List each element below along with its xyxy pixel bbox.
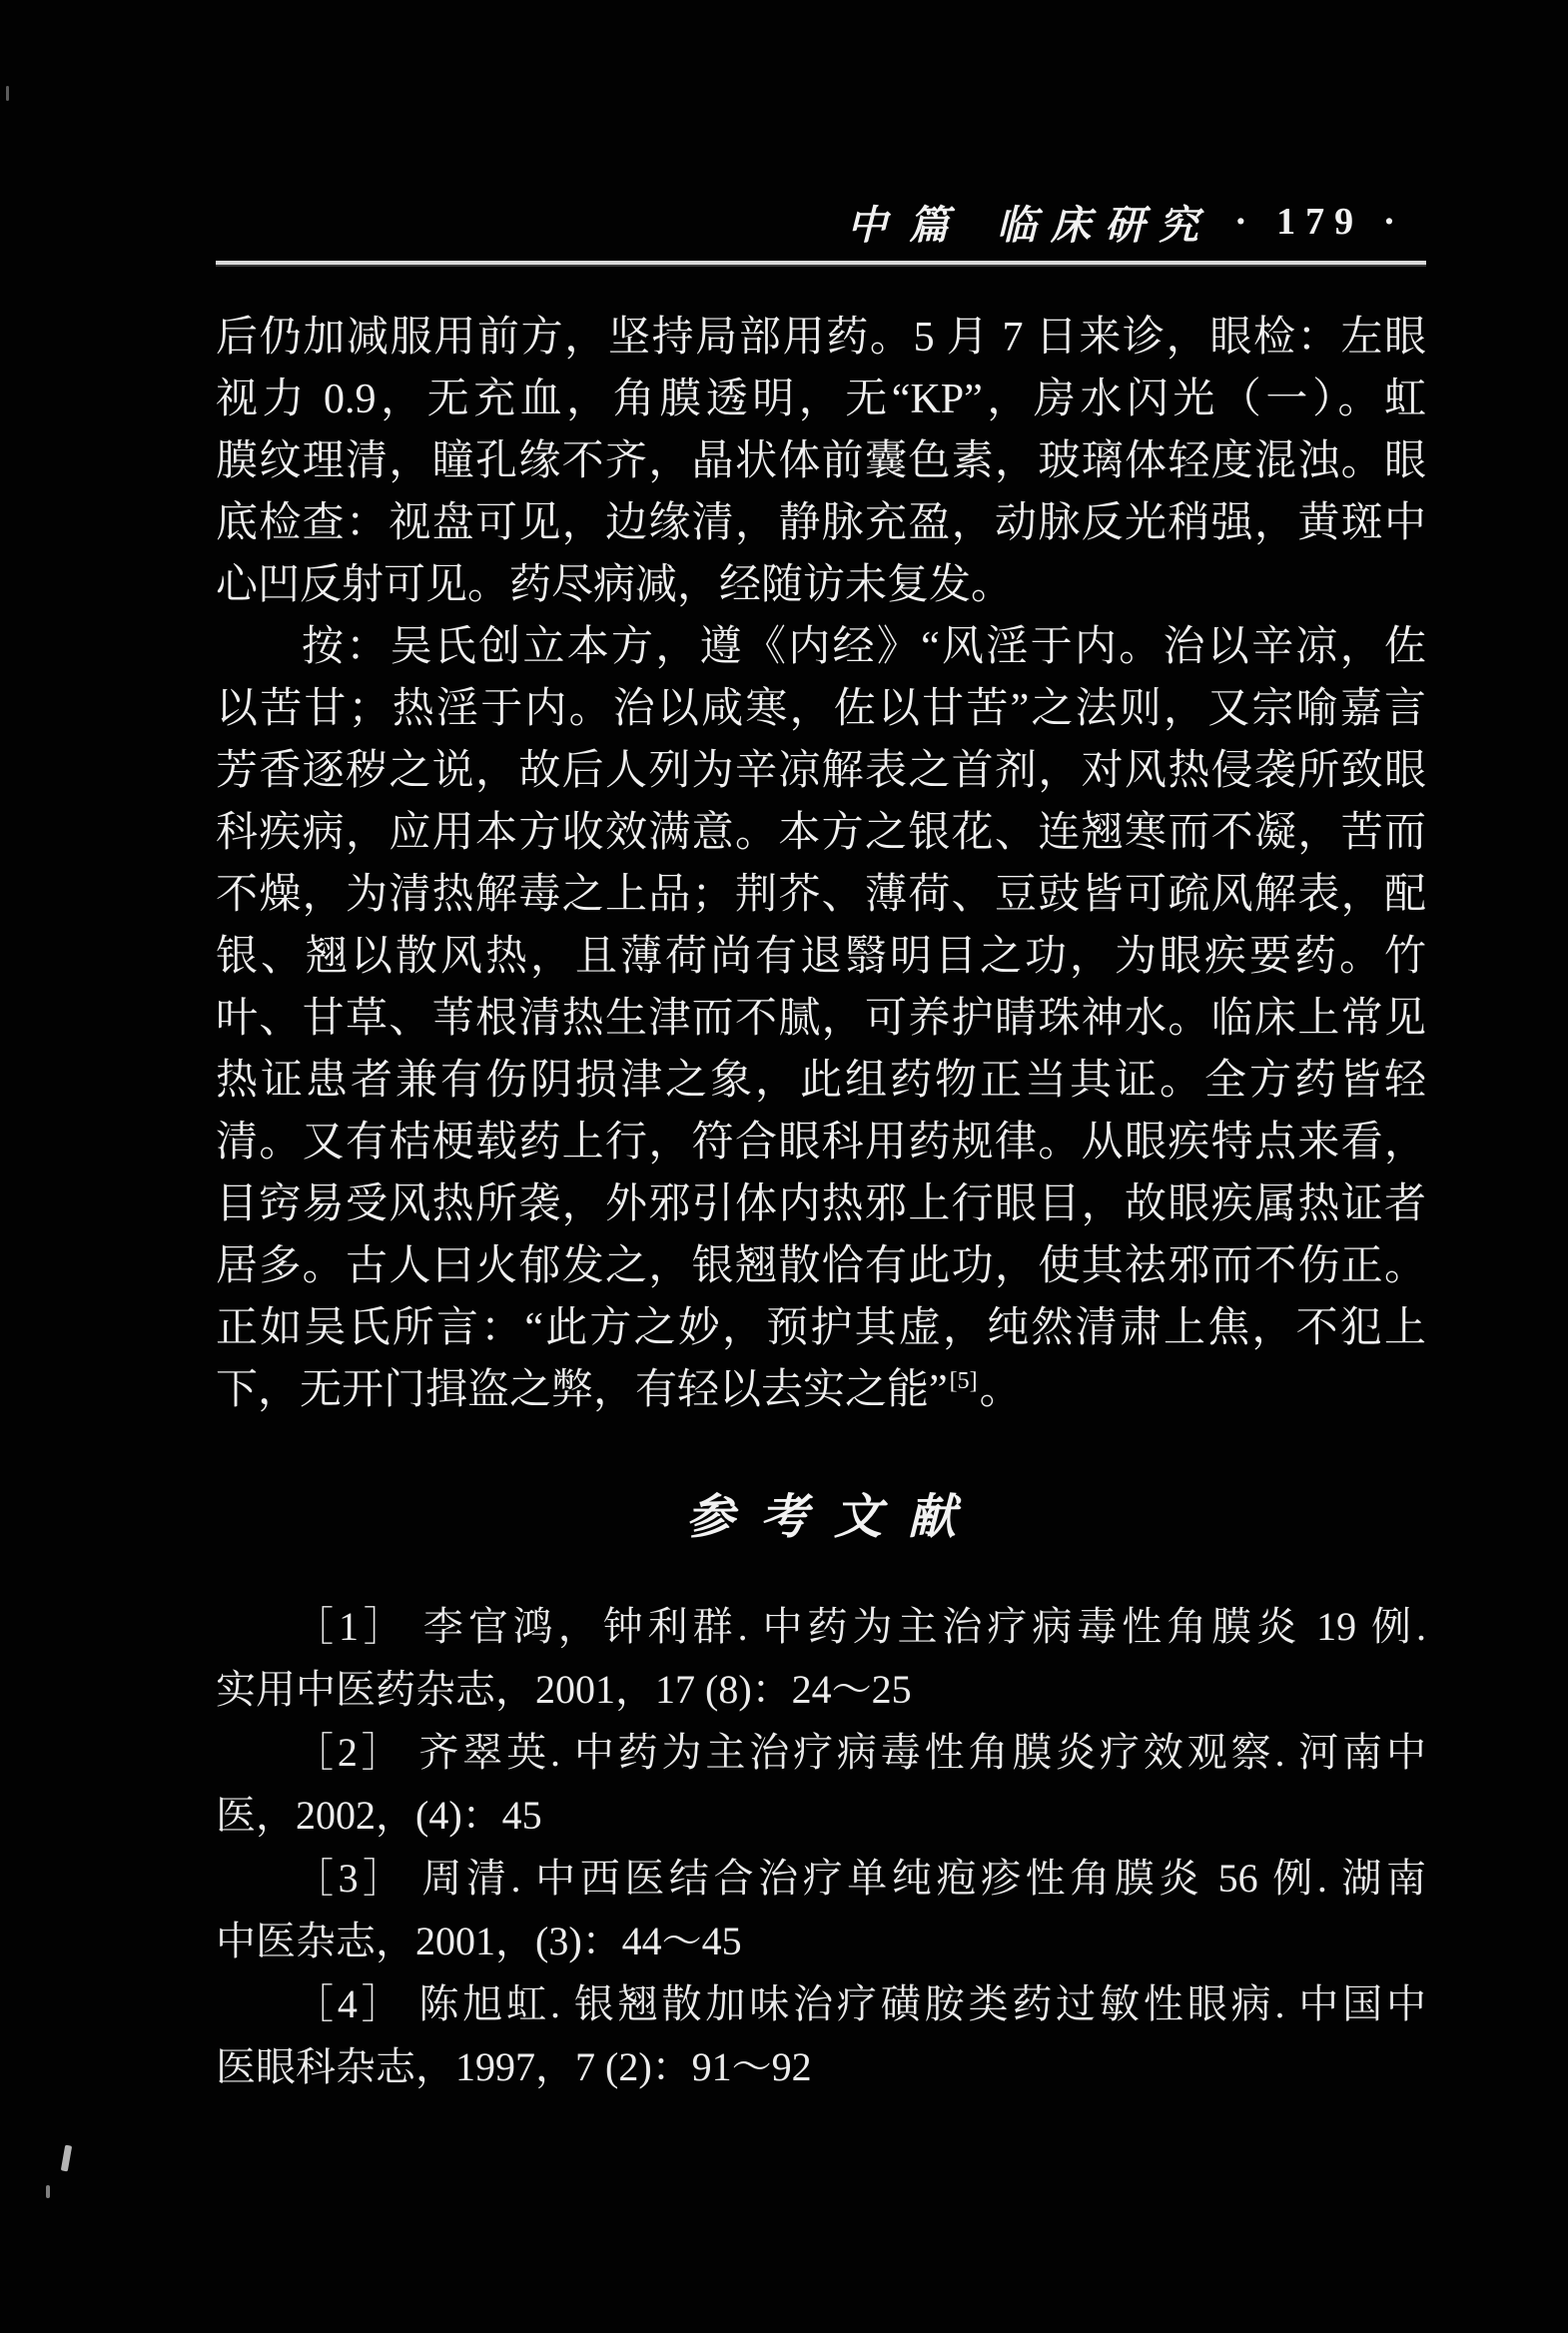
reference-item-4-line-1: ［4］ 陈旭虹. 银翘散加味治疗磺胺类药过敏性眼病. 中国中 (294, 1981, 1426, 2026)
references-list (216, 1595, 1426, 2098)
header-section-title: 中篇 (847, 202, 971, 248)
reference-item-2-line-2: 医，2002，(4)：45 (216, 1793, 542, 1838)
body-line: 底检查：视盘可见，边缘清，静脉充盈，动脉反光稍强，黄斑中 (216, 500, 1426, 546)
page-content (216, 307, 1426, 2098)
body-line: 后仍加减服用前方，坚持局部用药。5 月 7 日来诊，眼检：左眼 (216, 315, 1426, 361)
body-line: 不燥，为清热解毒之上品；荆芥、薄荷、豆豉皆可疏风解表，配 (216, 872, 1426, 918)
citation-marker-5: [5] (949, 1368, 978, 1394)
running-header (847, 198, 1405, 246)
body-line-with-citation (216, 1359, 1426, 1421)
body-line: 心凹反射可见。药尽病减，经随访未复发。 (216, 562, 1014, 608)
reference-item-4-line-2: 医眼科杂志，1997，7 (2)：91～92 (216, 2044, 812, 2089)
scan-artifact (6, 86, 9, 101)
header-chapter-title: 临床研究 (997, 202, 1212, 248)
body-line: 清。又有桔梗载药上行，符合眼科用药规律。从眼疾特点来看， (216, 1120, 1426, 1166)
body-line: 膜纹理清，瞳孔缘不齐，晶状体前囊色素，玻璃体轻度混浊。眼 (216, 438, 1426, 484)
reference-item-2-line-1: ［2］ 齐翠英. 中药为主治疗病毒性角膜炎疗效观察. 河南中 (294, 1730, 1426, 1775)
body-line: 叶、甘草、苇根清热生津而不腻，可养护睛珠神水。临床上常见 (216, 996, 1426, 1042)
body-line: 目窍易受风热所袭，外邪引体内热邪上行眼目，故眼疾属热证者 (216, 1181, 1426, 1227)
body-line: 居多。古人曰火郁发之，银翘散恰有此功，使其祛邪而不伤正。 (216, 1243, 1426, 1289)
reference-item-1-line-1: ［1］ 李官鸿，钟利群. 中药为主治疗病毒性角膜炎 19 例. (294, 1604, 1426, 1649)
body-line: 以苦甘；热淫于内。治以咸寒，佐以甘苦”之法则，又宗喻嘉言 (216, 686, 1426, 732)
scan-artifact (61, 2145, 72, 2172)
reference-item-3-line-2: 中医杂志，2001，(3)：44～45 (216, 1919, 742, 1963)
scan-artifact (46, 2185, 50, 2198)
body-line: 银、翘以散风热，且薄荷尚有退翳明目之功，为眼疾要药。竹 (216, 934, 1426, 980)
body-line-text: 。 (979, 1367, 1022, 1413)
body-line: 视力 0.9，无充血，角膜透明，无“KP”，房水闪光（一）。虹 (216, 377, 1426, 422)
body-line-text: 下，无开门揖盗之弊，有轻以去实之能” (216, 1367, 948, 1413)
references-heading: 参考文献 (685, 1491, 982, 1544)
reference-item-3-line-1: ［3］ 周清. 中西医结合治疗单纯疱疹性角膜炎 56 例. 湖南 (294, 1856, 1426, 1901)
header-rule (216, 261, 1426, 265)
body-text (216, 307, 1426, 1421)
body-line: 正如吴氏所言：“此方之妙，预护其虚，纯然清肃上焦，不犯上 (216, 1305, 1426, 1351)
header-page-number: · 179 · (1234, 201, 1406, 243)
body-line-paragraph-start: 按：吴氏创立本方，遵《内经》“风淫于内。治以辛凉，佐 (302, 624, 1426, 670)
body-line: 芳香逐秽之说，故后人列为辛凉解表之首剂，对风热侵袭所致眼 (216, 748, 1426, 794)
body-line: 热证患者兼有伤阴损津之象，此组药物正当其证。全方药皆轻 (216, 1058, 1426, 1104)
body-line: 科疾病，应用本方收效满意。本方之银花、连翘寒而不凝，苦而 (216, 810, 1426, 856)
reference-item-1-line-2: 实用中医药杂志，2001，17 (8)：24～25 (216, 1667, 912, 1712)
